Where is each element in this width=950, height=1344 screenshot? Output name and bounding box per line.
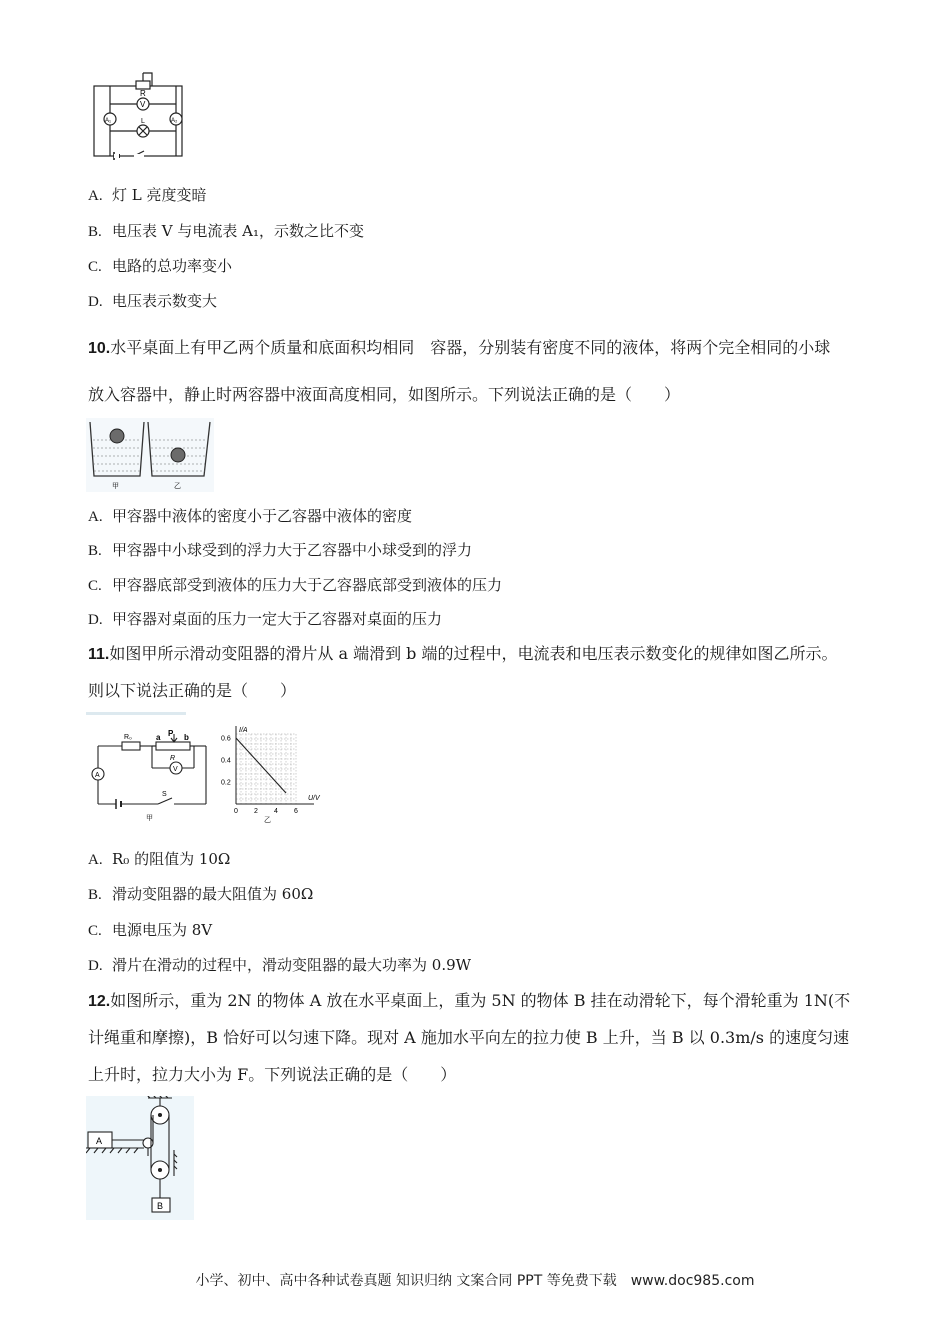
- q9-circuit-figure: [86, 70, 190, 164]
- q10-option-a-letter: A.: [88, 509, 103, 525]
- q10-stem-line1: [88, 337, 830, 360]
- q9-option-b-letter: B.: [88, 224, 102, 240]
- q10-option-d-letter: D.: [88, 612, 103, 628]
- page-footer: 小学、初中、高中各种试卷真题 知识归纳 文案合同 PPT 等免费下载 www.doc985.com: [195, 1273, 755, 1289]
- q11-fig-label-v: V: [173, 766, 178, 773]
- q9-option-b-text: 电压表 V 与电流表 A₁，示数之比不变: [112, 222, 364, 240]
- q11-chart-xlabel: U/V: [308, 795, 320, 802]
- q9-option-d: [88, 291, 217, 312]
- q11-fig-label-r0: R₀: [124, 734, 132, 741]
- q9-option-c-text: 电路的总功率变小: [112, 257, 233, 275]
- q10-option-d: [88, 609, 442, 630]
- q11-fig-label-a: a: [156, 733, 161, 742]
- q9-fig-label-l: L: [141, 118, 145, 125]
- q11-fig-label-caption: 甲: [146, 815, 153, 822]
- q12-line1-text: 如图所示，重为 2N 的物体 A 放在水平桌面上，重为 5N 的物体 B 挂在动滑轮下，每个滑轮重为 1N(不: [110, 991, 851, 1010]
- q11-chart-x-tick-label: 4: [274, 808, 278, 815]
- q11-chart-y-tick-label: 0.6: [221, 735, 231, 743]
- q11-option-b-letter: B.: [88, 887, 102, 903]
- q9-option-a-text: 灯 L 亮度变暗: [112, 186, 207, 204]
- q9-option-b: [88, 221, 364, 242]
- q11-chart-ylabel: I/A: [239, 727, 248, 734]
- q11-stem-line1: [88, 643, 838, 666]
- q10-option-c-letter: C.: [88, 578, 102, 594]
- q10-number: 10.: [88, 340, 111, 357]
- q11-option-c-letter: C.: [88, 923, 102, 939]
- q9-fig-label-a2: A₂: [171, 118, 178, 124]
- q11-circuit-figure: [86, 712, 214, 824]
- q11-option-d-text: 滑片在滑动的过程中，滑动变阻器的最大功率为 0.9W: [112, 956, 472, 974]
- q10-fig-label-yi: 乙: [174, 483, 181, 490]
- q11-fig-label-b: b: [184, 733, 189, 742]
- q11-option-c-text: 电源电压为 8V: [112, 921, 213, 939]
- q9-fig-label-r: R: [140, 89, 146, 98]
- q12-fig-label-b: B: [157, 1201, 164, 1211]
- q9-option-c: [88, 256, 232, 277]
- q9-fig-label-a1: A₁: [105, 118, 112, 124]
- q11-option-a-letter: A.: [88, 852, 103, 868]
- q12-fig-label-a: A: [96, 1136, 103, 1146]
- q10-option-b-letter: B.: [88, 543, 102, 559]
- q12-stem-line3: 上升时，拉力大小为 F。下列说法正确的是（ ）: [88, 1065, 457, 1084]
- q11-chart-y-tick-label: 0.4: [221, 757, 231, 765]
- q11-chart-x-tick-label: 6: [294, 808, 298, 815]
- q11-option-d: [88, 955, 471, 976]
- q12-pulley-figure: [86, 1096, 194, 1220]
- q12-stem-line1: [88, 990, 850, 1013]
- q10-fig-label-jia: 甲: [112, 483, 119, 490]
- q9-option-d-letter: D.: [88, 294, 103, 310]
- q9-fig-label-v: V: [140, 100, 146, 109]
- q9-option-a-letter: A.: [88, 188, 103, 204]
- q10-option-d-text: 甲容器对桌面的压力一定大于乙容器对桌面的压力: [112, 610, 443, 628]
- q11-option-b: [88, 884, 313, 905]
- q11-chart-y-tick-label: 0.2: [221, 779, 231, 787]
- q11-line1-text: 如图甲所示滑动变阻器的滑片从 a 端滑到 b 端的过程中，电流表和电压表示数变化的规律如图乙所示。: [109, 644, 838, 663]
- q9-option-a: [88, 185, 207, 206]
- q10-option-a-text: 甲容器中液体的密度小于乙容器中液体的密度: [112, 507, 413, 525]
- q9-option-d-text: 电压表示数变大: [112, 292, 218, 310]
- q11-chart-x-tick-label: 0: [234, 808, 238, 815]
- q11-stem-line2: 则以下说法正确的是（ ）: [88, 681, 297, 700]
- q10-option-c: [88, 575, 502, 596]
- q10-option-c-text: 甲容器底部受到液体的压力大于乙容器底部受到液体的压力: [112, 576, 503, 594]
- q9-option-c-letter: C.: [88, 259, 102, 275]
- q11-option-d-letter: D.: [88, 958, 103, 974]
- q11-option-c: [88, 920, 212, 941]
- q11-option-a-text: R₀ 的阻值为 10Ω: [112, 850, 231, 868]
- q10-stem-line2: 放入容器中，静止时两容器中液面高度相同，如图所示。下列说法正确的是（ ）: [88, 385, 681, 404]
- q12-number: 12.: [88, 993, 111, 1010]
- q11-iu-chart: [214, 712, 344, 824]
- q11-fig-label-p: P: [168, 729, 174, 738]
- q10-option-b: [88, 540, 472, 561]
- q10-option-b-text: 甲容器中小球受到的浮力大于乙容器中小球受到的浮力: [112, 541, 473, 559]
- q11-option-a: [88, 849, 230, 870]
- q10-line1-text: 水平桌面上有甲乙两个质量和底面积均相同 容器，分别装有密度不同的液体，将两个完全相同的小球: [110, 338, 831, 357]
- q10-containers-figure: [86, 418, 214, 492]
- q11-chart-grid: [236, 734, 296, 804]
- q11-fig-label-r: R: [170, 755, 176, 762]
- q11-fig-label-s: S: [162, 791, 167, 798]
- q11-chart-x-tick-label: 2: [254, 808, 258, 815]
- q11-number: 11.: [88, 646, 110, 663]
- q11-chart-caption: 乙: [264, 817, 271, 824]
- q11-fig-label-ammeter: A: [95, 772, 100, 779]
- q12-stem-line2: 计绳重和摩擦)，B 恰好可以匀速下降。现对 A 施加水平向左的拉力使 B 上升，当 B 以 0.3m/s 的速度匀速: [88, 1028, 850, 1047]
- q11-option-b-text: 滑动变阻器的最大阻值为 60Ω: [112, 885, 314, 903]
- q10-option-a: [88, 506, 412, 527]
